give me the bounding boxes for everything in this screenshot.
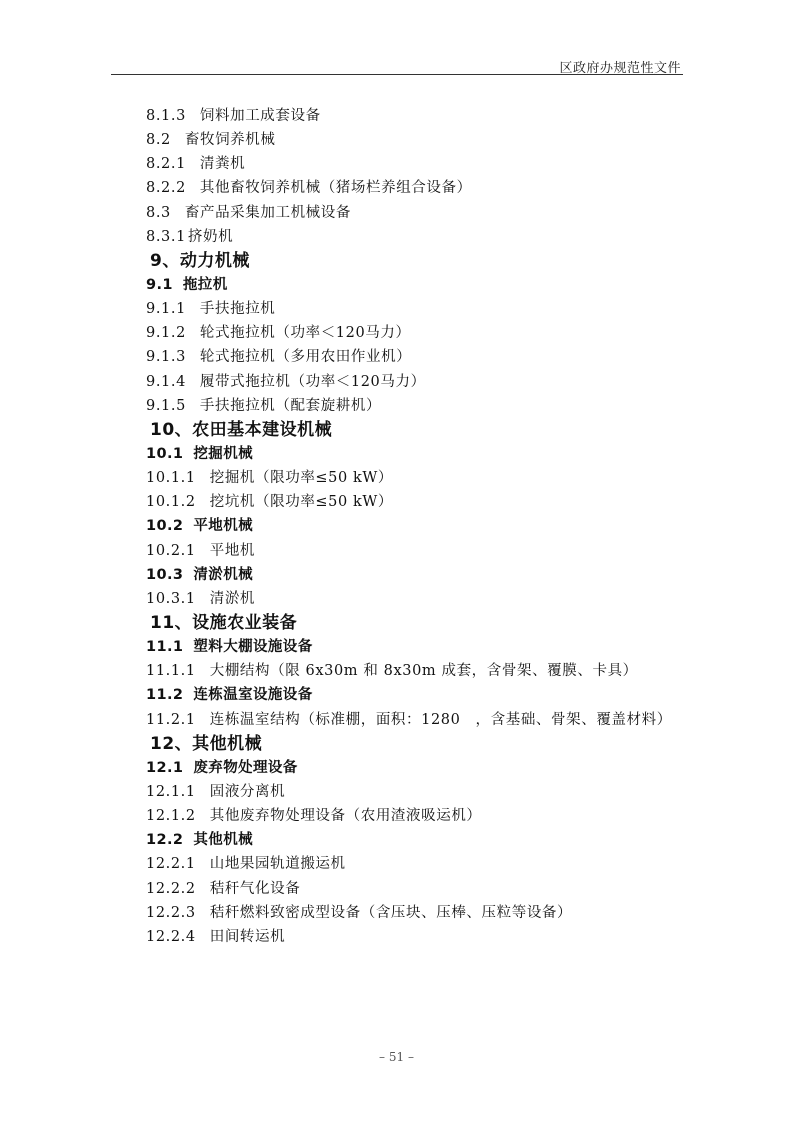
item-number: 11.1.1	[146, 663, 196, 680]
list-item	[146, 370, 706, 394]
list-item	[146, 152, 706, 176]
item-number: 10.1	[146, 445, 184, 462]
item-number: 12.1.1	[146, 783, 196, 800]
section-heading	[146, 249, 706, 273]
section-heading	[146, 732, 706, 756]
item-text: 山地果园轨道搬运机	[209, 856, 346, 873]
item-number: 12.2	[146, 832, 184, 849]
item-text: 畜产品采集加工机械设备	[184, 204, 351, 221]
item-text: 畜牧饲养机械	[184, 132, 276, 149]
item-number: 10.2.1	[146, 542, 196, 559]
list-item	[146, 708, 706, 732]
item-text: 挖坑机（限功率≤50 kW）	[209, 494, 394, 511]
section-heading	[146, 611, 706, 635]
list-item	[146, 780, 706, 804]
item-number: 9.1.4	[146, 373, 186, 390]
item-text: 清淤机	[209, 590, 256, 607]
item-number: 8.2.1	[146, 156, 186, 173]
subsection-heading	[146, 273, 706, 297]
item-number: 10.2	[146, 518, 184, 535]
item-number: 12.2.2	[146, 880, 196, 897]
item-number: 10.3	[146, 566, 184, 583]
list-item	[146, 587, 706, 611]
item-text: 清粪机	[199, 156, 246, 173]
item-text: 设施农业装备	[192, 612, 298, 633]
item-text: 手扶拖拉机	[199, 301, 276, 318]
item-number: 12.1	[146, 759, 184, 776]
list-item	[146, 490, 706, 514]
item-text: 轮式拖拉机（功率＜120马力）	[199, 325, 411, 342]
item-number: 9、	[150, 250, 180, 271]
item-number: 8.1.3	[146, 108, 186, 124]
item-text: 拖拉机	[182, 276, 228, 293]
subsection-heading	[146, 442, 706, 466]
item-number: 9.1.2	[146, 325, 186, 342]
item-text: 履带式拖拉机（功率＜120马力）	[199, 373, 426, 390]
item-number: 12、	[150, 733, 193, 754]
list-item	[146, 804, 706, 828]
item-text: 清淤机械	[193, 566, 253, 583]
item-text: 挖掘机（限功率≤50 kW）	[209, 470, 394, 487]
item-text: 大棚结构（限 6x30m 和 8x30m 成套，含骨架、覆膜、卡具）	[209, 663, 638, 680]
item-number: 12.1.2	[146, 808, 196, 825]
item-number: 10.1.2	[146, 494, 196, 511]
subsection-heading	[146, 756, 706, 780]
list-item	[146, 901, 706, 925]
header-rule	[111, 74, 683, 75]
item-text: 连栋温室设施设备	[193, 687, 313, 704]
item-text: 其他机械	[192, 733, 263, 754]
list-item	[146, 104, 706, 128]
list-item	[146, 225, 706, 249]
item-text: 田间转运机	[209, 928, 286, 945]
item-number: 8.2	[146, 132, 171, 149]
item-number: 12.2.3	[146, 904, 196, 921]
item-text: 连栋温室结构（标准棚，面积：1280 ，含基础、骨架、覆盖材料）	[209, 711, 672, 728]
item-text: 其他畜牧饲养机械（猪场栏养组合设备）	[199, 180, 472, 197]
list-item	[146, 659, 706, 683]
item-text: 饲料加工成套设备	[199, 108, 321, 124]
list-item	[146, 176, 706, 200]
item-text: 塑料大棚设施设备	[193, 639, 313, 656]
item-text: 固液分离机	[209, 783, 286, 800]
item-number: 8.3.1	[146, 228, 186, 245]
subsection-heading	[146, 683, 706, 707]
list-item	[146, 394, 706, 418]
item-number: 9.1.1	[146, 301, 186, 318]
item-text: 秸秆燃料致密成型设备（含压块、压棒、压粒等设备）	[209, 904, 573, 921]
list-item	[146, 539, 706, 563]
item-text: 平地机	[209, 542, 256, 559]
list-item	[146, 466, 706, 490]
item-text: 挤奶机	[187, 228, 234, 245]
page-number: – 51 –	[379, 1050, 414, 1064]
list-item	[146, 297, 706, 321]
item-text: 农田基本建设机械	[192, 419, 333, 440]
item-number: 11.2.1	[146, 711, 196, 728]
list-item	[146, 128, 706, 152]
item-number: 8.3	[146, 204, 171, 221]
subsection-heading	[146, 635, 706, 659]
item-number: 12.2.4	[146, 928, 196, 945]
document-type-label: 区政府办规范性文件	[559, 61, 681, 76]
list-item	[146, 345, 706, 369]
item-number: 12.2.1	[146, 856, 196, 873]
list-item	[146, 852, 706, 876]
list-item	[146, 877, 706, 901]
item-number: 10.3.1	[146, 590, 196, 607]
item-number: 8.2.2	[146, 180, 186, 197]
item-number: 9.1	[146, 276, 173, 293]
item-text: 废弃物处理设备	[193, 759, 298, 776]
list-item	[146, 321, 706, 345]
subsection-heading	[146, 828, 706, 852]
item-text: 手扶拖拉机（配套旋耕机）	[199, 397, 382, 414]
subsection-heading	[146, 563, 706, 587]
section-heading	[146, 418, 706, 442]
item-number: 10、	[150, 419, 193, 440]
item-text: 其他机械	[193, 832, 253, 849]
item-text: 其他废弃物处理设备（农用渣液吸运机）	[209, 808, 482, 825]
item-text: 秸秆气化设备	[209, 880, 301, 897]
item-text: 平地机械	[193, 518, 253, 535]
item-number: 11.1	[146, 639, 184, 656]
item-number: 9.1.3	[146, 349, 186, 366]
subsection-heading	[146, 514, 706, 538]
item-number: 10.1.1	[146, 470, 196, 487]
document-body	[146, 104, 706, 949]
list-item	[146, 925, 706, 949]
list-item	[146, 201, 706, 225]
item-number: 11、	[150, 612, 193, 633]
item-text: 轮式拖拉机（多用农田作业机）	[199, 349, 412, 366]
item-number: 11.2	[146, 687, 184, 704]
item-text: 动力机械	[179, 250, 250, 271]
item-text: 挖掘机械	[193, 445, 253, 462]
item-number: 9.1.5	[146, 397, 186, 414]
